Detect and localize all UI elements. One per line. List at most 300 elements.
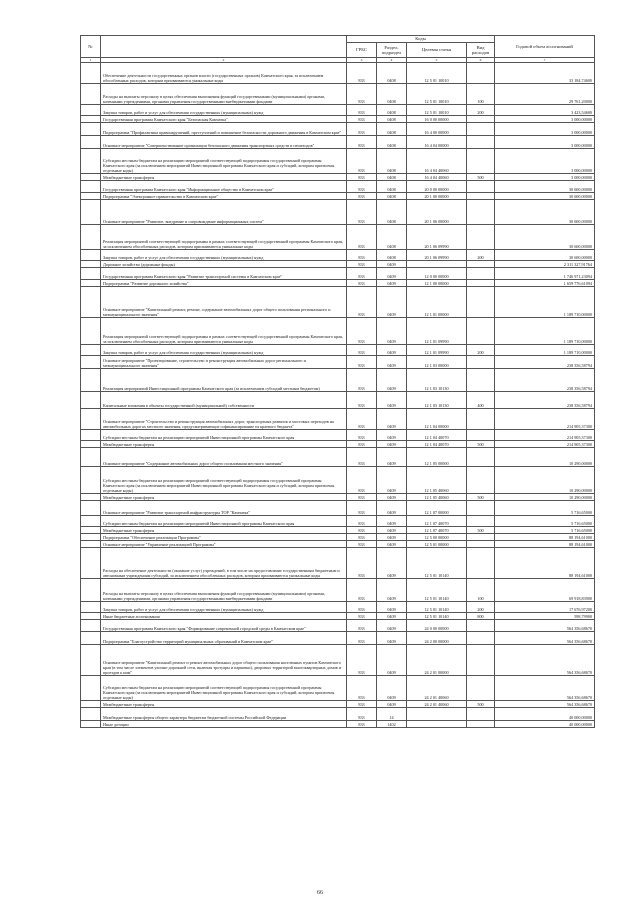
table-row (81, 123, 595, 136)
row-number-cell (81, 527, 101, 534)
row-rzpr-cell: 0409 (377, 579, 407, 602)
row-amount-cell: 564 356,68670 (495, 632, 595, 645)
row-grbs-cell: 833 (347, 174, 377, 181)
row-vr-cell (467, 280, 495, 287)
row-vr-cell: 400 (467, 392, 495, 409)
row-grbs-cell: 833 (347, 527, 377, 534)
row-amount-cell: 29 761,20000 (495, 84, 595, 105)
row-rzpr-cell: 0409 (377, 430, 407, 441)
row-rzpr-cell: 0408 (377, 225, 407, 250)
row-name-cell: Основное мероприятие "Содержание автомобильных дорог общего пользования местного значения" (101, 448, 347, 467)
row-csr-cell: 12 0 00 00000 (407, 268, 467, 280)
row-rzpr-cell: 0409 (377, 369, 407, 392)
row-csr-cell: 12 5 01 10140 (407, 548, 467, 579)
row-amount-cell: 1 189 710,00000 (495, 345, 595, 356)
row-number-cell (81, 356, 101, 369)
page-number: 66 (317, 890, 323, 896)
row-number-cell (81, 250, 101, 261)
row-amount-cell: 214 905,37300 (495, 441, 595, 448)
row-vr-cell (467, 448, 495, 467)
row-grbs-cell: 833 (347, 287, 377, 318)
row-grbs-cell: 833 (347, 602, 377, 613)
row-amount-cell: 33 184,74600 (495, 63, 595, 84)
row-number-cell (81, 123, 101, 136)
row-rzpr-cell: 0408 (377, 116, 407, 123)
row-csr-cell: 12 5 01 10140 (407, 613, 467, 620)
table-row (81, 63, 595, 84)
table-row (81, 676, 595, 701)
row-name-cell: Межбюджетные трансферты общего характера бюджетам бюджетной системы Российской Федерации (101, 708, 347, 721)
table-row (81, 193, 595, 200)
row-grbs-cell: 833 (347, 193, 377, 200)
row-grbs-cell: 833 (347, 250, 377, 261)
row-csr-cell: 24 0 00 00000 (407, 620, 467, 632)
row-grbs-cell: 833 (347, 123, 377, 136)
col-rzpr-header: Раздел, подраздел (377, 43, 407, 58)
row-amount-cell: 2 311 327,91764 (495, 261, 595, 268)
table-row (81, 392, 595, 409)
row-csr-cell: 24 2 01 40060 (407, 676, 467, 701)
row-rzpr-cell: 0409 (377, 527, 407, 534)
row-number-cell (81, 708, 101, 721)
row-amount-cell: 3 000,00000 (495, 136, 595, 149)
row-number-cell (81, 620, 101, 632)
row-amount-cell: 10 290,00000 (495, 448, 595, 467)
table-row (81, 356, 595, 369)
table-body (81, 63, 595, 728)
row-vr-cell (467, 268, 495, 280)
row-name-cell: Субсидии местным бюджетам на реализацию мероприятий соответствующей подпрограммы государственной программы Камчатского края (за исключением мероприятий Инвестиционной программы Камчатского края и субсидий, которым присвоены отдельные коды) (101, 676, 347, 701)
row-vr-cell (467, 369, 495, 392)
row-name-cell: Основное мероприятие "Развитие, внедрение и сопровождение информационных систем" (101, 200, 347, 225)
row-name-cell: Межбюджетные трансферты (101, 174, 347, 181)
row-csr-cell: 12 5 00 00000 (407, 534, 467, 541)
row-vr-cell (467, 225, 495, 250)
row-number-cell (81, 441, 101, 448)
table-row (81, 527, 595, 534)
row-vr-cell (467, 721, 495, 728)
row-grbs-cell: 833 (347, 225, 377, 250)
row-grbs-cell: 833 (347, 280, 377, 287)
row-number-cell (81, 261, 101, 268)
row-amount-cell: 30 600,00000 (495, 225, 595, 250)
row-vr-cell: 100 (467, 84, 495, 105)
row-rzpr-cell: 0408 (377, 181, 407, 193)
row-rzpr-cell: 0409 (377, 613, 407, 620)
row-amount-cell: 69 918,83900 (495, 579, 595, 602)
row-amount-cell: 30 600,00000 (495, 200, 595, 225)
row-grbs-cell: 833 (347, 345, 377, 356)
row-rzpr-cell: 0409 (377, 501, 407, 516)
row-csr-cell (407, 721, 467, 728)
row-amount-cell: 3 000,00000 (495, 116, 595, 123)
row-rzpr-cell: 0409 (377, 448, 407, 467)
row-csr-cell: 16 4 04 40060 (407, 174, 467, 181)
row-name-cell: Межбюджетные трансферты (101, 441, 347, 448)
row-rzpr-cell: 0408 (377, 136, 407, 149)
row-amount-cell: 1 189 710,00000 (495, 318, 595, 345)
row-grbs-cell: 833 (347, 105, 377, 116)
row-vr-cell (467, 318, 495, 345)
row-csr-cell: 12 5 01 10140 (407, 579, 467, 602)
row-number-cell (81, 174, 101, 181)
row-rzpr-cell: 0409 (377, 620, 407, 632)
row-name-cell: Иные дотации (101, 721, 347, 728)
row-rzpr-cell: 0409 (377, 701, 407, 708)
row-number-cell (81, 494, 101, 501)
row-name-cell: Расходы на обеспечение деятельности (оказание услуг) учреждений, в том числе на предоставление государственным бюджетным и автономным учреждениям субсидий, за исключением обособленных расходов, которым присваиваются уникальные коды (101, 548, 347, 579)
row-rzpr-cell: 0408 (377, 149, 407, 174)
row-grbs-cell: 833 (347, 632, 377, 645)
row-name-cell: Реализация мероприятий Инвестиционной программы Камчатского края (за исключением субсидий местным бюджетам) (101, 369, 347, 392)
row-amount-cell: 598,79900 (495, 613, 595, 620)
col-csr-header: Целевая статья (407, 43, 467, 58)
row-rzpr-cell: 0409 (377, 548, 407, 579)
row-grbs-cell: 833 (347, 430, 377, 441)
row-vr-cell (467, 136, 495, 149)
row-grbs-cell: 833 (347, 494, 377, 501)
row-number-cell (81, 548, 101, 579)
row-vr-cell: 200 (467, 105, 495, 116)
row-rzpr-cell: 0409 (377, 676, 407, 701)
row-grbs-cell: 833 (347, 708, 377, 721)
table-row (81, 548, 595, 579)
row-number-cell (81, 193, 101, 200)
row-vr-cell (467, 356, 495, 369)
row-number-cell (81, 534, 101, 541)
table-row (81, 250, 595, 261)
row-csr-cell: 12 1 01 00000 (407, 287, 467, 318)
row-rzpr-cell: 0409 (377, 602, 407, 613)
row-vr-cell: 200 (467, 345, 495, 356)
row-rzpr-cell: 0409 (377, 356, 407, 369)
row-name-cell: Основное мероприятие "Совершенствование организации безопасного движения транспортных средств и пешеходов" (101, 136, 347, 149)
col-grbs-header: ГРБС (347, 43, 377, 58)
col-amount-header: Годовой объем ассигнований (495, 36, 595, 58)
row-vr-cell: 500 (467, 441, 495, 448)
row-number-cell (81, 268, 101, 280)
row-grbs-cell: 833 (347, 409, 377, 430)
row-rzpr-cell: 0409 (377, 409, 407, 430)
row-number-cell (81, 369, 101, 392)
table-row (81, 225, 595, 250)
table-row (81, 602, 595, 613)
row-csr-cell: 12 5 01 00000 (407, 541, 467, 548)
row-name-cell: Основное мероприятие "Развитие транспортной инфраструктуры ТОР "Камчатка" (101, 501, 347, 516)
table-row (81, 280, 595, 287)
row-name-cell: Подпрограмма "Благоустройство территорий муниципальных образований в Камчатском крае" (101, 632, 347, 645)
row-csr-cell: 12 1 04 40070 (407, 441, 467, 448)
row-name-cell: Подпрограмма "Обеспечение реализации Программы" (101, 534, 347, 541)
row-vr-cell: 800 (467, 613, 495, 620)
row-rzpr-cell: 1402 (377, 721, 407, 728)
row-csr-cell: 12 1 01 09990 (407, 318, 467, 345)
row-name-cell: Расходы на выплаты персоналу в целях обеспечения выполнения функций государственными (муниципальными) органами, казенными учреждениями, органами управления государственными внебюджетными фондами (101, 579, 347, 602)
row-vr-cell: 200 (467, 602, 495, 613)
row-number-cell (81, 701, 101, 708)
table-row (81, 494, 595, 501)
row-grbs-cell: 833 (347, 369, 377, 392)
table-row (81, 318, 595, 345)
row-csr-cell (407, 708, 467, 721)
row-vr-cell (467, 193, 495, 200)
row-rzpr-cell: 0409 (377, 541, 407, 548)
row-number-cell (81, 225, 101, 250)
table-row (81, 501, 595, 516)
codes-group-header: Коды (347, 36, 495, 43)
row-vr-cell (467, 676, 495, 701)
table-row (81, 579, 595, 602)
row-name-cell: Государственная программа Камчатского края "Формирование современной городской среды в Камчатском крае" (101, 620, 347, 632)
row-grbs-cell: 833 (347, 548, 377, 579)
row-rzpr-cell: 0408 (377, 84, 407, 105)
budget-table (80, 35, 595, 728)
row-csr-cell: 20 0 00 00000 (407, 181, 467, 193)
row-rzpr-cell: 0409 (377, 280, 407, 287)
row-name-cell: Основное мероприятие "Строительство и реконструкция автомобильных дорог, транспортных развязок и мостовых переходов на автомобильных дорогах местного значения, предусматривающие софинансирование из краевого бюджета" (101, 409, 347, 430)
row-grbs-cell: 833 (347, 63, 377, 84)
row-name-cell: Межбюджетные трансферты (101, 701, 347, 708)
row-csr-cell (407, 261, 467, 268)
row-number-cell (81, 541, 101, 548)
row-csr-cell: 12 5 01 10010 (407, 63, 467, 84)
row-name-cell: Закупка товаров, работ и услуг для обеспечения государственных (муниципальных) нужд (101, 250, 347, 261)
row-csr-cell: 20 1 06 00000 (407, 200, 467, 225)
row-csr-cell: 12 1 01 09990 (407, 345, 467, 356)
row-amount-cell: 3 000,00000 (495, 123, 595, 136)
table-row (81, 467, 595, 494)
row-rzpr-cell: 0408 (377, 174, 407, 181)
row-rzpr-cell: 0408 (377, 193, 407, 200)
row-csr-cell: 12 1 07 00000 (407, 501, 467, 516)
column-number: 2 (101, 58, 347, 63)
row-amount-cell: 17 676,97200 (495, 602, 595, 613)
row-amount-cell: 214 905,37300 (495, 409, 595, 430)
row-csr-cell: 12 1 03 10130 (407, 369, 467, 392)
row-number-cell (81, 602, 101, 613)
row-vr-cell (467, 200, 495, 225)
row-rzpr-cell: 0409 (377, 261, 407, 268)
row-number-cell (81, 632, 101, 645)
row-grbs-cell: 833 (347, 467, 377, 494)
row-number-cell (81, 136, 101, 149)
row-csr-cell: 12 1 04 40070 (407, 430, 467, 441)
row-vr-cell (467, 287, 495, 318)
table-row (81, 116, 595, 123)
row-amount-cell: 1 189 710,00000 (495, 287, 595, 318)
row-name-cell: Основное мероприятие "Капитальный ремонт, ремонт, содержание автомобильных дорог общего пользования регионального и межмуниципального значения" (101, 287, 347, 318)
row-name-cell: Подпрограмма "Электронное правительство в Камчатском крае" (101, 193, 347, 200)
row-rzpr-cell: 0409 (377, 632, 407, 645)
row-name-cell: Подпрограмма "Профилактика правонарушений, преступлений и повышение безопасности дорожного движения в Камчатском крае" (101, 123, 347, 136)
table-row (81, 613, 595, 620)
table-row (81, 84, 595, 105)
row-vr-cell (467, 430, 495, 441)
table-row (81, 701, 595, 708)
row-vr-cell (467, 261, 495, 268)
row-vr-cell (467, 501, 495, 516)
row-csr-cell: 12 5 01 10010 (407, 105, 467, 116)
row-csr-cell: 12 1 07 40070 (407, 527, 467, 534)
row-amount-cell: 5 716,65000 (495, 501, 595, 516)
row-name-cell: Государственная программа Камчатского края "Развитие транспортной системы в Камчатском крае" (101, 268, 347, 280)
table-row (81, 174, 595, 181)
row-vr-cell: 500 (467, 701, 495, 708)
col-vr-header: Вид расходов (467, 43, 495, 58)
row-rzpr-cell: 0409 (377, 392, 407, 409)
row-vr-cell (467, 620, 495, 632)
row-name-cell: Закупка товаров, работ и услуг для обеспечения государственных (муниципальных) нужд (101, 105, 347, 116)
row-amount-cell: 3 000,00000 (495, 174, 595, 181)
table-row (81, 541, 595, 548)
row-rzpr-cell: 0409 (377, 268, 407, 280)
row-number-cell (81, 287, 101, 318)
column-number: 5 (407, 58, 467, 63)
row-csr-cell: 24 2 01 40060 (407, 701, 467, 708)
row-grbs-cell: 833 (347, 613, 377, 620)
row-vr-cell: 200 (467, 250, 495, 261)
table-row (81, 369, 595, 392)
row-csr-cell: 12 1 05 40060 (407, 467, 467, 494)
row-amount-cell: 88 194,61000 (495, 548, 595, 579)
row-csr-cell: 24 2 00 00000 (407, 632, 467, 645)
row-name-cell: Капитальные вложения в объекты государственной (муниципальной) собственности (101, 392, 347, 409)
row-csr-cell: 12 1 04 00000 (407, 409, 467, 430)
row-vr-cell (467, 516, 495, 527)
row-name-cell: Государственная программа Камчатского края "Информационное общество в Камчатском крае" (101, 181, 347, 193)
row-amount-cell: 564 356,68670 (495, 645, 595, 676)
row-name-cell: Субсидии местным бюджетам на реализацию мероприятий соответствующей подпрограммы государственной программы Камчатского края (за исключением мероприятий Инвестиционной программы Камчатского края и субсидий, которым присвоены отдельные коды) (101, 149, 347, 174)
row-number-cell (81, 676, 101, 701)
column-number: 1 (81, 58, 101, 63)
row-amount-cell: 564 356,68670 (495, 701, 595, 708)
row-number-cell (81, 280, 101, 287)
row-vr-cell: 500 (467, 527, 495, 534)
row-rzpr-cell: 0408 (377, 250, 407, 261)
row-number-cell (81, 392, 101, 409)
row-name-cell: Подпрограмма "Развитие дорожного хозяйства" (101, 280, 347, 287)
row-grbs-cell: 833 (347, 268, 377, 280)
table-row (81, 287, 595, 318)
row-grbs-cell: 833 (347, 579, 377, 602)
row-csr-cell: 12 1 03 10130 (407, 392, 467, 409)
row-csr-cell: 16 4 04 40060 (407, 149, 467, 174)
row-grbs-cell: 833 (347, 541, 377, 548)
row-vr-cell (467, 149, 495, 174)
row-number-cell (81, 579, 101, 602)
table-row (81, 105, 595, 116)
row-rzpr-cell: 0409 (377, 534, 407, 541)
row-name-cell: Межбюджетные трансферты (101, 527, 347, 534)
row-name-cell: Основное мероприятие "Проектирование, строительство и реконструкция автомобильных дорог регионального и межмуниципального значения" (101, 356, 347, 369)
row-rzpr-cell: 0409 (377, 467, 407, 494)
row-grbs-cell: 833 (347, 356, 377, 369)
table-row (81, 708, 595, 721)
table-row (81, 516, 595, 527)
row-csr-cell: 12 1 05 00000 (407, 448, 467, 467)
row-grbs-cell: 833 (347, 136, 377, 149)
column-number: 6 (467, 58, 495, 63)
row-rzpr-cell: 14 (377, 708, 407, 721)
row-name-cell: Закупка товаров, работ и услуг для обеспечения государственных (муниципальных) нужд (101, 602, 347, 613)
row-number-cell (81, 467, 101, 494)
row-vr-cell (467, 548, 495, 579)
row-number-cell (81, 105, 101, 116)
table-row (81, 409, 595, 430)
row-amount-cell: 564 356,68670 (495, 620, 595, 632)
column-number: 4 (377, 58, 407, 63)
row-grbs-cell: 833 (347, 501, 377, 516)
table-row (81, 268, 595, 280)
row-vr-cell (467, 63, 495, 84)
row-csr-cell: 20 1 00 00000 (407, 193, 467, 200)
row-amount-cell: 564 356,68670 (495, 676, 595, 701)
column-number: 7 (495, 58, 595, 63)
row-name-cell: Обеспечение деятельности государственных органов власти (государственных органов) Камчатского края, за исключением обособленных расходов, которым присваиваются уникальные коды (101, 63, 347, 84)
row-name-cell: Реализация мероприятий соответствующей подпрограммы в рамках соответствующей государственной программы Камчатского края, за исключением обособленных расходов, которым присваиваются уникальные коды (101, 318, 347, 345)
table-row (81, 200, 595, 225)
row-csr-cell: 12 1 07 40070 (407, 516, 467, 527)
row-rzpr-cell: 0409 (377, 345, 407, 356)
row-vr-cell (467, 116, 495, 123)
column-number: 3 (347, 58, 377, 63)
row-number-cell (81, 318, 101, 345)
row-vr-cell: 500 (467, 174, 495, 181)
row-csr-cell: 20 1 06 09990 (407, 225, 467, 250)
row-vr-cell: 100 (467, 579, 495, 602)
row-csr-cell: 12 1 05 40060 (407, 494, 467, 501)
row-rzpr-cell: 0409 (377, 441, 407, 448)
row-name-cell: Иные бюджетные ассигнования (101, 613, 347, 620)
table-row (81, 149, 595, 174)
row-csr-cell: 12 5 01 10010 (407, 84, 467, 105)
row-name-cell: Субсидии местным бюджетам на реализацию мероприятий Инвестиционной программы Камчатского края (101, 430, 347, 441)
table-row (81, 441, 595, 448)
row-name-cell: Реализация мероприятий соответствующей подпрограммы в рамках соответствующей государственной программы Камчатского края, за исключением обособленных расходов, которым присваиваются уникальные коды (101, 225, 347, 250)
row-rzpr-cell: 0408 (377, 63, 407, 84)
row-grbs-cell: 833 (347, 441, 377, 448)
row-name-cell: Дорожное хозяйство (дорожные фонды) (101, 261, 347, 268)
row-amount-cell: 88 194,61000 (495, 534, 595, 541)
row-number-cell (81, 501, 101, 516)
row-grbs-cell: 833 (347, 516, 377, 527)
row-number-cell (81, 516, 101, 527)
table-row (81, 261, 595, 268)
row-amount-cell: 238 356,58794 (495, 369, 595, 392)
row-csr-cell: 12 1 03 00000 (407, 356, 467, 369)
row-number-cell (81, 721, 101, 728)
table-row (81, 136, 595, 149)
row-name-cell: Расходы на выплаты персоналу в целях обеспечения выполнения функций государственными (муниципальными) органами, казенными учреждениями, органами управления государственными внебюджетными фондами (101, 84, 347, 105)
row-grbs-cell: 833 (347, 721, 377, 728)
row-amount-cell: 40 000,00000 (495, 708, 595, 721)
row-grbs-cell: 833 (347, 392, 377, 409)
row-vr-cell (467, 708, 495, 721)
row-amount-cell: 5 716,65000 (495, 527, 595, 534)
row-csr-cell: 12 5 01 10140 (407, 602, 467, 613)
row-number-cell (81, 181, 101, 193)
header-row-top (81, 36, 595, 43)
row-number-cell (81, 345, 101, 356)
row-number-cell (81, 149, 101, 174)
row-number-cell (81, 200, 101, 225)
row-amount-cell: 1 659 776,61094 (495, 280, 595, 287)
row-name-cell: Закупка товаров, работ и услуг для обеспечения государственных (муниципальных) нужд (101, 345, 347, 356)
row-amount-cell: 3 000,00000 (495, 149, 595, 174)
row-rzpr-cell: 0409 (377, 318, 407, 345)
table-row (81, 645, 595, 676)
row-csr-cell: 16 0 00 00000 (407, 116, 467, 123)
